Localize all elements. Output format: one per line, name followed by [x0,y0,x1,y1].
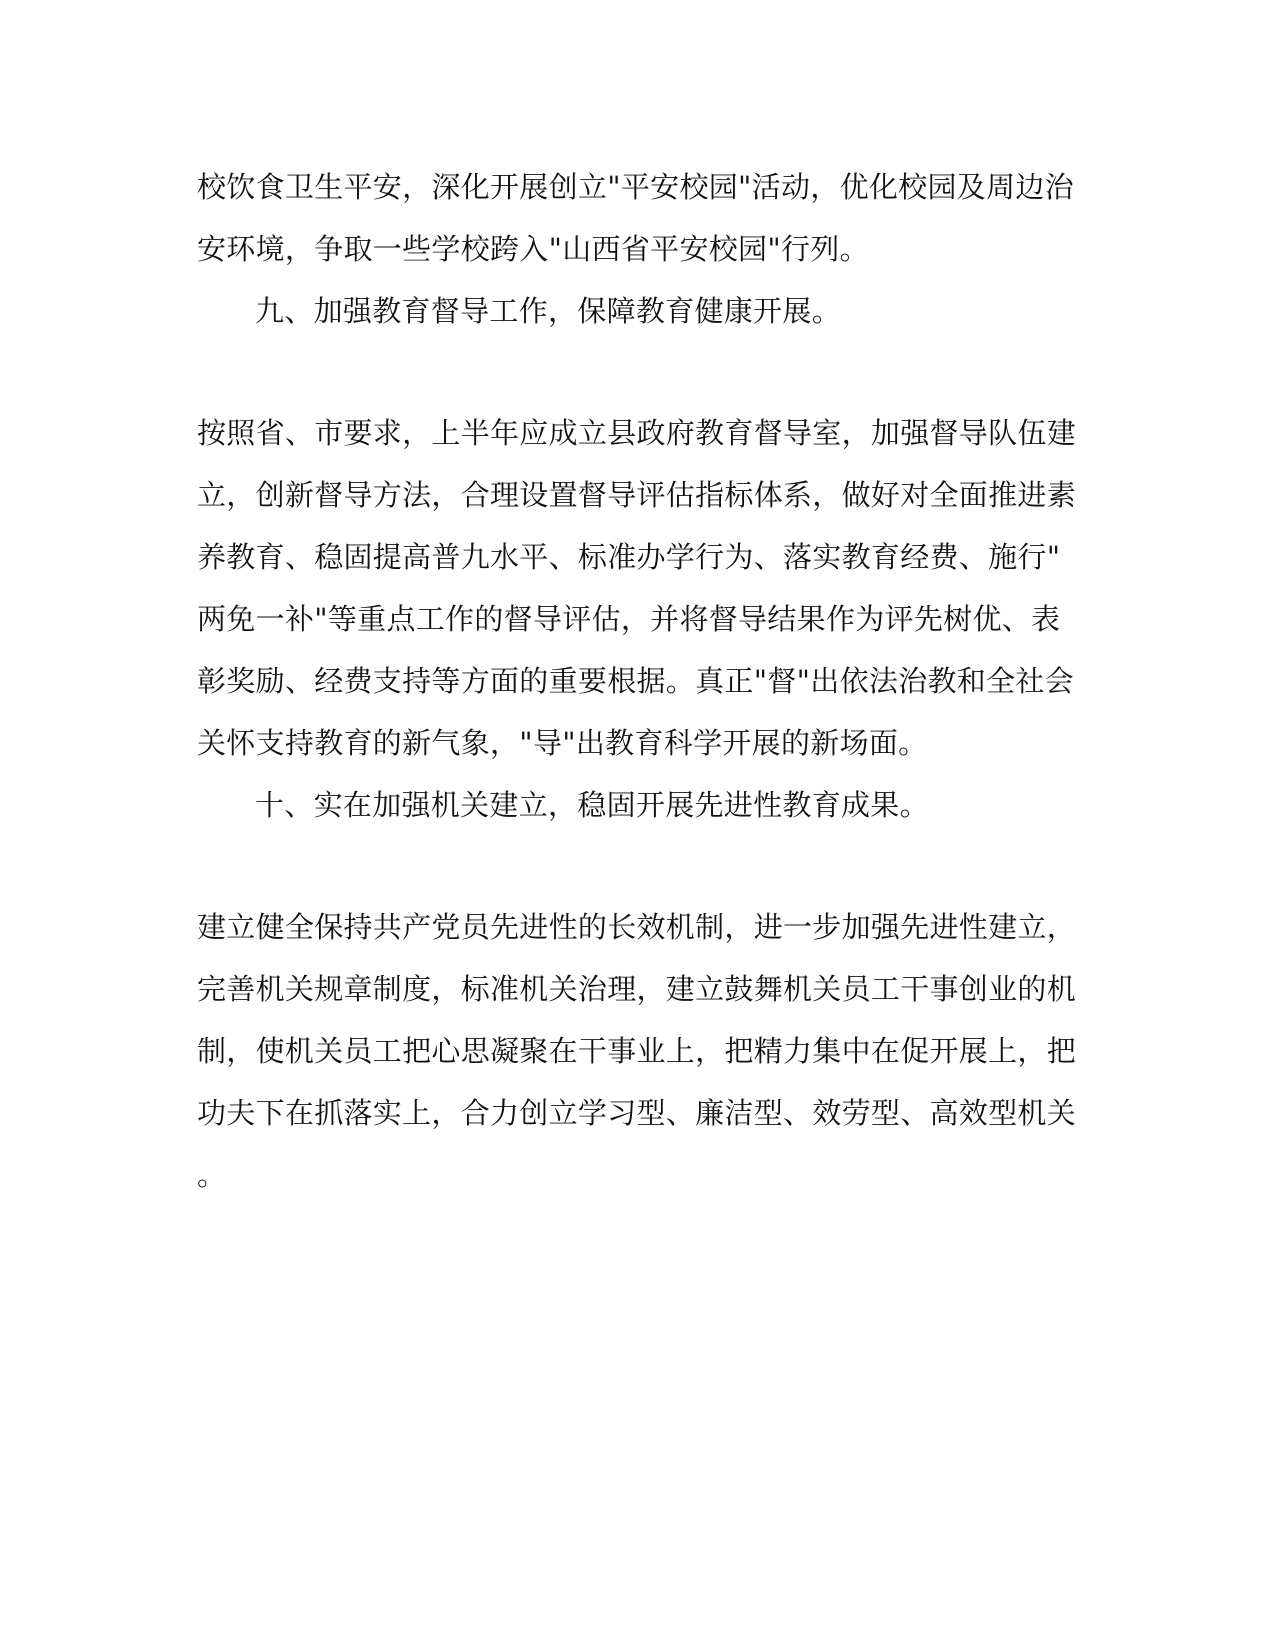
section-heading-nine: 九、加强教育督导工作，保障教育健康开展。 [255,294,842,328]
paragraph-line: 校饮食卫生平安，深化开展创立"平安校园"活动，优化校园及周边治 [197,170,1074,204]
paragraph-line: 制，使机关员工把心思凝聚在干事业上，把精力集中在促开展上，把 [197,1034,1077,1068]
paragraph-line: 完善机关规章制度，标准机关治理，建立鼓舞机关员工干事创业的机 [197,972,1077,1006]
paragraph-line: 安环境，争取一些学校跨入"山西省平安校园"行列。 [197,232,869,266]
paragraph-line: 两免一补"等重点工作的督导评估，并将督导结果作为评先树优、表 [197,602,1061,636]
paragraph-line: 关怀支持教育的新气象，"导"出教育科学开展的新场面。 [197,726,928,760]
paragraph-line: 。 [197,1158,227,1192]
paragraph-line: 按照省、市要求，上半年应成立县政府教育督导室，加强督导队伍建 [197,416,1077,450]
section-heading-ten: 十、实在加强机关建立，稳固开展先进性教育成果。 [255,788,929,822]
paragraph-line: 彰奖励、经费支持等方面的重要根据。真正"督"出依法治教和全社会 [197,664,1074,698]
paragraph-line: 建立健全保持共产党员先进性的长效机制，进一步加强先进性建立， [197,910,1077,944]
paragraph-line: 养教育、稳固提高普九水平、标准办学行为、落实教育经费、施行" [197,540,1061,574]
paragraph-line: 功夫下在抓落实上，合力创立学习型、廉洁型、效劳型、高效型机关 [197,1096,1077,1130]
paragraph-line: 立，创新督导方法，合理设置督导评估指标体系，做好对全面推进素 [197,478,1077,512]
